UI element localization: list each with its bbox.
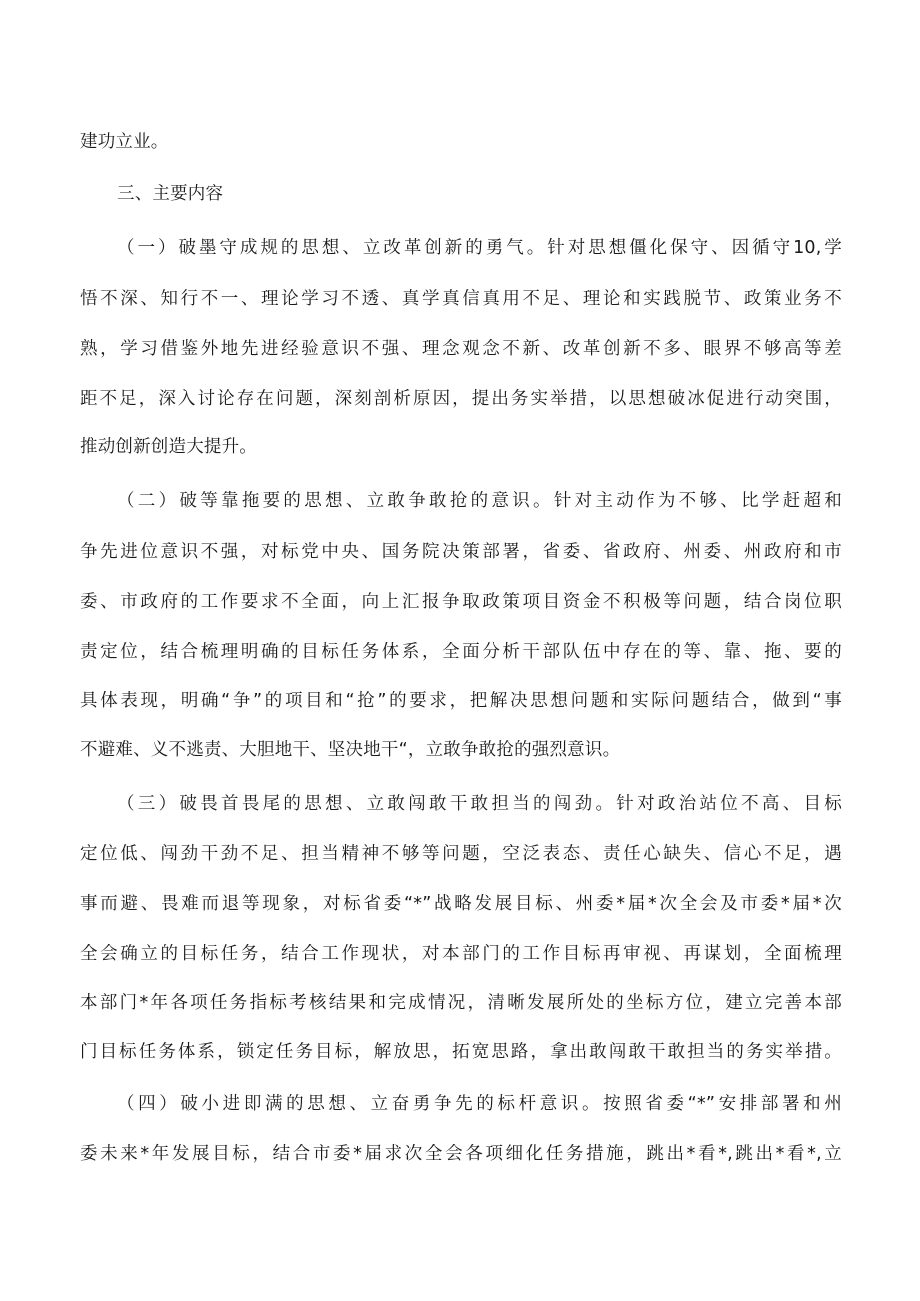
paragraph-line: 具体表现，明确“争”的项目和“抢”的要求，把解决思想问题和实际问题结合，做到“事 [80, 691, 842, 711]
paragraph-line: 门目标任务体系，锁定任务目标，解放思，拓宽思路，拿出敢闯敢干敢担当的务实举措。 [80, 1042, 842, 1062]
paragraph-line: 定位低、闯劲干劲不足、担当精神不够等问题，空泛表态、责任心缺失、信心不足，遇 [80, 844, 842, 864]
paragraph-line: 委未来*年发展目标，结合市委*届求次全会各项细化任务措施，跳出*看*,跳出*看*,立 [80, 1144, 842, 1164]
paragraph-line: 全会确立的目标任务，结合工作现状，对本部门的工作目标再审视、再谋划，全面梳理 [80, 944, 842, 964]
paragraph-line: 不避难、义不逃责、大胆地干、坚决地干“，立敢争敢抢的强烈意识。 [80, 740, 621, 760]
paragraph-line: （三）破畏首畏尾的思想、立敢闯敢干敢担当的闯劲。针对政治站位不高、目标 [117, 794, 842, 814]
paragraph-line: 责定位，结合梳理明确的目标任务体系，全面分析干部队伍中存在的等、靠、拖、要的 [80, 642, 842, 662]
section-heading: 三、主要内容 [117, 184, 224, 204]
paragraph-line: （二）破等靠拖要的思想、立敢争敢抢的意识。针对主动作为不够、比学赶超和 [117, 491, 842, 511]
paragraph-line: 委、市政府的工作要求不全面，向上汇报争取政策项目资金不积极等问题，结合岗位职 [80, 592, 842, 612]
paragraph-line: （四）破小进即满的思想、立奋勇争先的标杆意识。按照省委“*”安排部署和州 [117, 1094, 842, 1114]
paragraph-line: 事而避、畏难而退等现象，对标省委“*”战略发展目标、州委*届*次全会及市委*届*次 [80, 894, 842, 914]
paragraph-line: （一）破墨守成规的思想、立改革创新的勇气。针对思想僵化保守、因循守10,学 [117, 238, 842, 258]
paragraph-line: 建功立业。 [80, 132, 169, 152]
paragraph-line: 熟，学习借鉴外地先进经验意识不强、理念观念不新、改革创新不多、眼界不够高等差 [80, 339, 842, 359]
paragraph-line: 推动创新创造大提升。 [80, 437, 257, 457]
paragraph-line: 悟不深、知行不一、理论学习不透、真学真信真用不足、理论和实践脱节、政策业务不 [80, 289, 842, 309]
paragraph-line: 争先进位意识不强，对标党中央、国务院决策部署，省委、省政府、州委、州政府和市 [80, 542, 842, 562]
paragraph-line: 距不足，深入讨论存在问题，深刻剖析原因，提出务实举措，以思想破冰促进行动突围， [80, 389, 842, 409]
paragraph-line: 本部门*年各项任务指标考核结果和完成情况，清晰发展所处的坐标方位，建立完善本部 [80, 993, 842, 1013]
